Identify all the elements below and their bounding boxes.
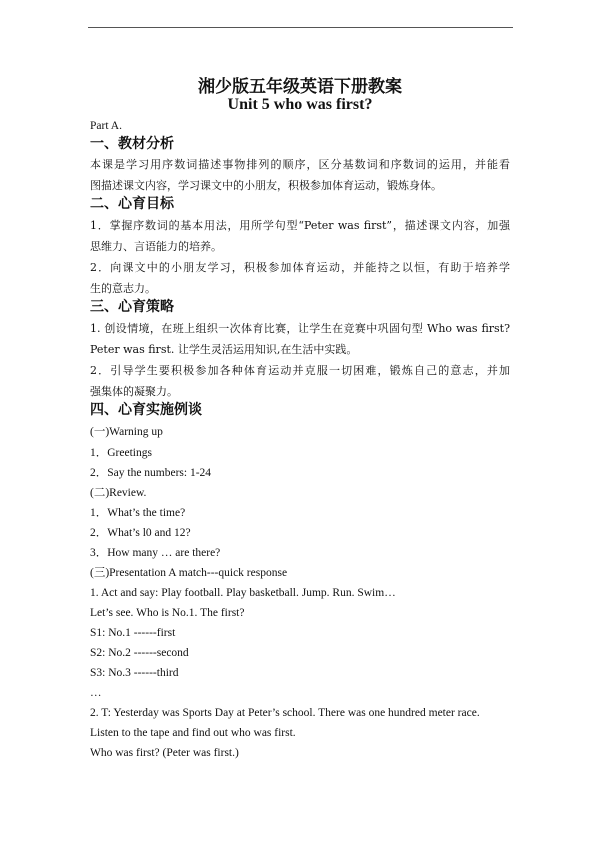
section-heading: 一、教材分析 (90, 136, 174, 152)
paragraph-line: 思维力、言语能力的培养。 (90, 240, 222, 253)
paragraph-line: 2．向课文中的小朋友学习，积极参加体育运动，并能持之以恒，有助于培养学 (90, 261, 510, 274)
list-item: S2: No.2 ------second (90, 647, 189, 659)
list-item: (二)Review. (90, 487, 147, 499)
part-label: Part A. (90, 120, 122, 132)
section-heading: 二、心育目标 (90, 196, 174, 212)
list-item: 2. T: Yesterday was Sports Day at Peter’s school. There was one hundred meter race. (90, 707, 480, 719)
list-item: 2．What’s l0 and 12? (90, 527, 191, 539)
paragraph-line: 1. 创设情境，在班上组织一次体育比赛，让学生在竞赛中巩固句型 Who was first? (90, 322, 510, 335)
list-item: (一)Warning up (90, 426, 163, 438)
paragraph-line: 1．掌握序数词的基本用法，用所学句型“Peter was first”，描述课文内容，加强 (90, 219, 510, 232)
section-heading: 四、心育实施例谈 (90, 402, 202, 418)
list-item: S1: No.1 ------first (90, 627, 176, 639)
list-item: Who was first? (Peter was first.) (90, 747, 239, 759)
top-rule (88, 27, 513, 28)
list-item: … (90, 687, 102, 699)
paragraph-line: 强集体的凝聚力。 (90, 385, 178, 398)
paragraph-line: 2．引导学生要积极参加各种体育运动并克服一切困难，锻炼自己的意志，并加 (90, 364, 510, 377)
document-title: 湘少版五年级英语下册教案 (198, 77, 402, 97)
list-item: Let’s see. Who is No.1. The first? (90, 607, 245, 619)
document-subtitle: Unit 5 who was first? (227, 96, 373, 113)
list-item: 2．Say the numbers: 1-24 (90, 467, 212, 479)
list-item: 1. Act and say: Play football. Play basketball. Jump. Run. Swim… (90, 587, 396, 599)
list-item: 1．What’s the time? (90, 507, 186, 519)
list-item: S3: No.3 ------third (90, 667, 179, 679)
paragraph-line: 生的意志力。 (90, 282, 156, 295)
list-item: 3．How many … are there? (90, 547, 221, 559)
paragraph-line: 本课是学习用序数词描述事物排列的顺序，区分基数词和序数词的运用，并能看 (90, 158, 510, 171)
paragraph-line: Peter was first. 让学生灵活运用知识,在生活中实践。 (90, 343, 358, 356)
list-item: (三)Presentation A match---quick response (90, 567, 288, 579)
section-heading: 三、心育策略 (90, 299, 174, 315)
list-item: 1．Greetings (90, 447, 152, 459)
paragraph-line: 图描述课文内容，学习课文中的小朋友，积极参加体育运动，锻炼身体。 (90, 179, 442, 192)
list-item: Listen to the tape and find out who was first. (90, 727, 296, 739)
